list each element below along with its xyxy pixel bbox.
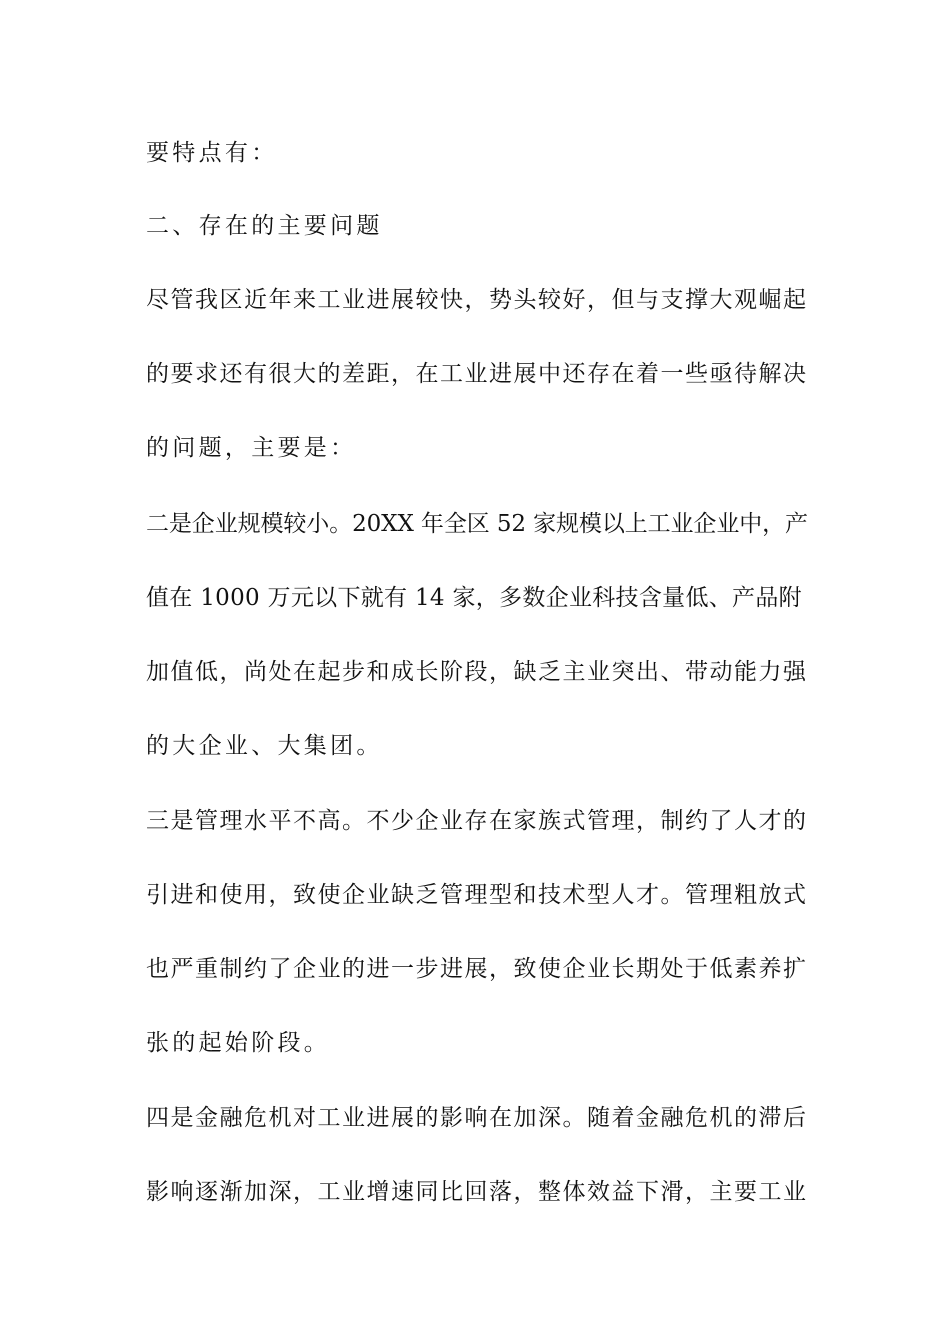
section-heading-problems: 二、存在的主要问题	[146, 213, 383, 239]
text-line-10: 三是管理水平不高。不少企业存在家族式管理，制约了人才的	[146, 808, 808, 834]
text-line-4: 的要求还有很大的差距，在工业进展中还存在着一些亟待解决	[146, 361, 808, 387]
text-line-13: 张的起始阶段。	[146, 1030, 331, 1056]
text-line-3: 尽管我区近年来工业进展较快，势头较好，但与支撑大观崛起	[146, 287, 808, 313]
text-line-14: 四是金融危机对工业进展的影响在加深。随着金融危机的滞后	[146, 1105, 808, 1131]
text-line-15: 影响逐渐加深，工业增速同比回落，整体效益下滑，主要工业	[146, 1179, 808, 1205]
text-line-8: 加值低，尚处在起步和成长阶段，缺乏主业突出、带动能力强	[146, 659, 808, 685]
text-line-6: 二是企业规模较小。20XX 年全区 52 家规模以上工业企业中，产	[146, 511, 808, 537]
text-line-5: 的问题，主要是：	[146, 435, 357, 461]
text-line-12: 也严重制约了企业的进一步进展，致使企业长期处于低素养扩	[146, 956, 808, 982]
text-line-1: 要特点有：	[146, 140, 278, 166]
text-line-9: 的大企业、大集团。	[146, 733, 383, 759]
text-line-7: 值在 1000 万元以下就有 14 家，多数企业科技含量低、产品附	[146, 585, 802, 611]
text-line-11: 引进和使用，致使企业缺乏管理型和技术型人才。管理粗放式	[146, 882, 808, 908]
